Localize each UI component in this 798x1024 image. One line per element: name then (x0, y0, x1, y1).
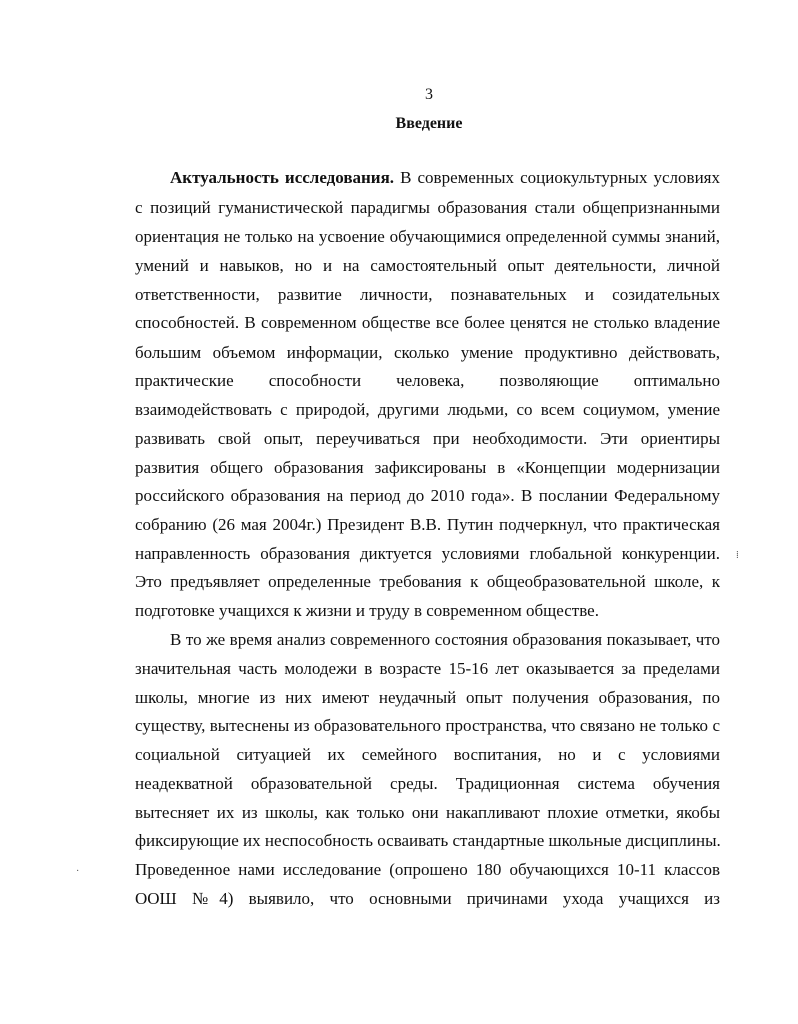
scan-speck: ⁞ (736, 550, 739, 561)
paragraph-1-line: большим объемом информации, сколько умение продуктивно действовать, (135, 343, 720, 362)
paragraph-1-line: развивать свой опыт, переучиваться при необходимости. Эти ориентиры (135, 429, 720, 448)
paragraph-2-line: школы, многие из них имеют неудачный опыт получения образования, по (135, 688, 720, 707)
paragraph-1-line: подготовке учащихся к жизни и труду в современном обществе. (135, 601, 599, 620)
paragraph-2-line: ООШ №4) выявило, что основными причинами ухода учащихся из (135, 889, 720, 908)
paragraph-1-line: способностей. В современном обществе все более ценятся не столько владение (135, 313, 720, 332)
paragraph-2-line: фиксирующие их неспособность осваивать стандартные школьные дисциплины. (135, 831, 721, 850)
page-number: 3 (425, 86, 433, 103)
section-title: Введение (395, 115, 463, 132)
paragraph-1-line: российского образования на период до 2010 года». В послании Федеральному (135, 486, 720, 505)
scan-speck: · (76, 866, 80, 877)
paragraph-2-line: социальной ситуацией их семейного воспитания, но и с условиями (135, 745, 720, 764)
paragraph-1-line: направленность образования диктуется условиями глобальной конкуренции. (135, 544, 720, 563)
paragraph-1-line: практические способности человека, позволяющие оптимально (135, 371, 720, 390)
paragraph-2-line: значительная часть молодежи в возрасте 15-16 лет оказывается за пределами (135, 659, 720, 678)
paragraph-2-line: неадекватной образовательной среды. Традиционная система обучения (135, 774, 720, 793)
paragraph-1-first-line-rest: В современных социокультурных условиях (394, 168, 720, 187)
paragraph-1-line: развития общего образования зафиксированы в «Концепции модернизации (135, 458, 720, 477)
paragraph-1-line: Это предъявляет определенные требования к общеобразовательной школе, к (135, 572, 720, 591)
paragraph-1-line: ориентация не только на усвоение обучающимися определенной суммы знаний, (135, 227, 720, 246)
paragraph-1-line: взаимодействовать с природой, другими людьми, со всем социумом, умение (135, 400, 720, 419)
paragraph-2-line: Проведенное нами исследование (опрошено 180 обучающихся 10-11 классов (135, 860, 720, 879)
paragraph-1-line: ответственности, развитие личности, познавательных и созидательных (135, 285, 720, 304)
paragraph-2-line: вытесняет их из школы, как только они накапливают плохие отметки, якобы (135, 803, 720, 822)
paragraph-2-line: В то же время анализ современного состояния образования показывает, что (170, 630, 720, 649)
paragraph-2-line: существу, вытеснены из образовательного пространства, что связано не только с (135, 716, 720, 735)
paragraph-1-line: умений и навыков, но и на самостоятельный опыт деятельности, личной (135, 256, 720, 275)
paragraph-1-line (170, 168, 720, 188)
paragraph-1-line: с позиций гуманистической парадигмы образования стали общепризнанными (135, 198, 720, 217)
paragraph-1-lead: Актуальность исследования. (170, 168, 395, 187)
paragraph-1-line: собранию (26 мая 2004г.) Президент В.В. Путин подчеркнул, что практическая (135, 515, 720, 534)
